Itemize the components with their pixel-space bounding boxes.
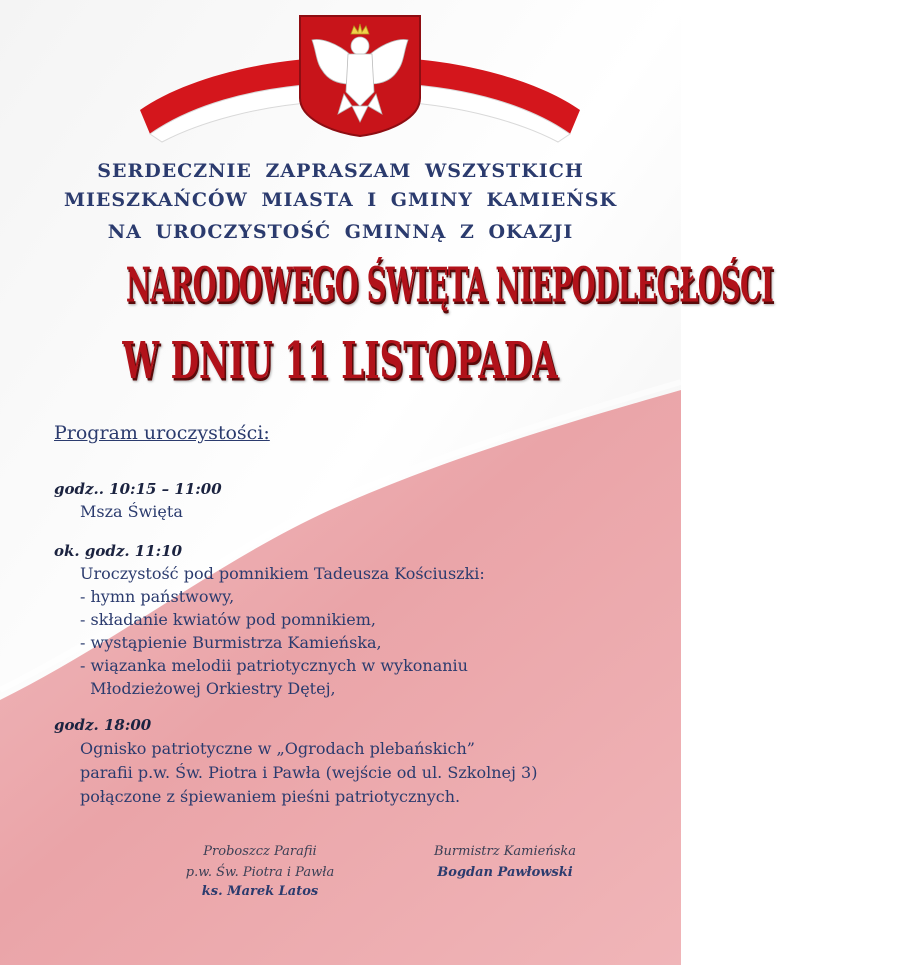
event-3-line: parafii p.w. Św. Piotra i Pawła (wejście od ul. Szkolnej 3) [80, 763, 538, 782]
event-2-line: Młodzieżowej Orkiestry Dętej, [80, 679, 336, 698]
event-2-line: - wiązanka melodii patriotycznych w wykonaniu [80, 656, 468, 675]
event-2-line: - hymn państwowy, [80, 587, 235, 606]
program-title: Program uroczystości: [54, 422, 270, 444]
invitation-line-2: MIESZKAŃCÓW MIASTA I GMINY KAMIEŃSK [64, 189, 617, 211]
event-3-time: godz. 18:00 [54, 716, 152, 734]
invitation-line-3: NA UROCZYSTOŚĆ GMINNĄ Z OKAZJI [107, 221, 574, 243]
event-3-line: Ognisko patriotyczne w „Ogrodach plebańskich” [80, 739, 475, 758]
headline-line-1: NARODOWEGO ŚWIĘTA NIEPODLEGŁOŚCI [125, 256, 774, 313]
headline-line-2: W DNIU 11 LISTOPADA [122, 331, 559, 390]
signature-left-name: ks. Marek Latos [201, 884, 319, 899]
signature-right-title: Burmistrz Kamieńska [433, 844, 577, 859]
signature-left-parish: p.w. Św. Piotra i Pawła [185, 865, 335, 880]
signature-left-title: Proboszcz Parafii [203, 844, 317, 859]
invitation-line-1: SERDECZNIE ZAPRASZAM WSZYSTKICH [97, 160, 584, 182]
event-3-line: połączone z śpiewaniem pieśni patriotycznych. [80, 787, 461, 806]
signature-right-name: Bogdan Pawłowski [437, 865, 573, 880]
event-2-line: - wystąpienie Burmistrza Kamieńska, [80, 633, 382, 652]
event-2-time: ok. godz. 11:10 [54, 542, 183, 560]
event-2-line: Uroczystość pod pomnikiem Tadeusza Kościuszki: [80, 564, 485, 583]
event-2-line: - składanie kwiatów pod pomnikiem, [80, 610, 376, 629]
ribbon-emblem [140, 10, 580, 140]
event-1-time: godz.. 10:15 – 11:00 [54, 480, 222, 498]
event-1-line: Msza Święta [80, 502, 183, 521]
